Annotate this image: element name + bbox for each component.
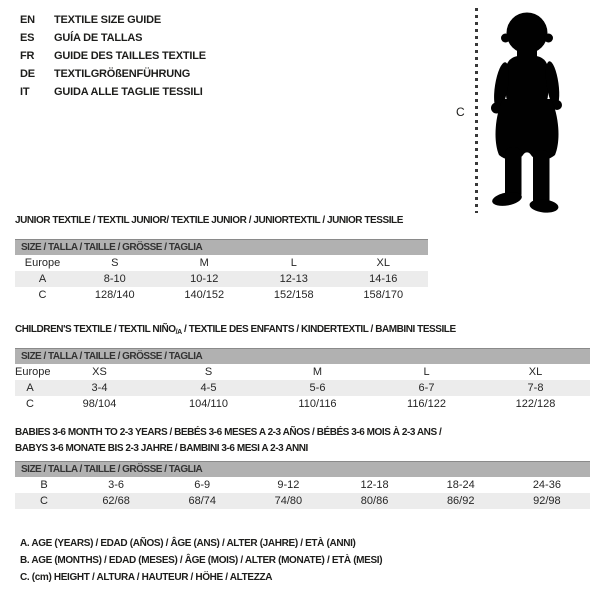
- table-row: [15, 364, 590, 380]
- language-code: ES: [20, 32, 35, 44]
- footnote-b: B. AGE (MONTHS) / EDAD (MESES) / ÂGE (MOIS) / ALTER (MONATE) / ETÀ (MESI): [20, 555, 383, 566]
- junior-table-title: JUNIOR TEXTILE / TEXTIL JUNIOR/ TEXTILE JUNIOR / JUNIORTEXTIL / JUNIOR TESSILE: [15, 215, 403, 226]
- babies-size-table: [15, 461, 590, 509]
- table-cell: 3-4: [91, 382, 108, 394]
- language-row-it: [20, 83, 206, 101]
- table-row: [15, 271, 428, 287]
- language-row-en: [20, 11, 206, 29]
- table-cell: 4-5: [200, 382, 217, 394]
- table-cell: XL: [376, 257, 390, 269]
- table-cell: 14-16: [369, 273, 398, 285]
- table-cell: S: [204, 366, 213, 378]
- language-code: EN: [20, 14, 35, 26]
- table-cell: 8-10: [103, 273, 126, 285]
- row-label: Europe: [15, 366, 51, 378]
- table-row: [15, 396, 590, 412]
- junior-size-table: [15, 239, 428, 303]
- row-label: C: [40, 495, 48, 507]
- footnote-c: C. (cm) HEIGHT / ALTURA / HAUTEUR / HÖHE / ALTEZZA: [20, 572, 273, 583]
- table-cell: 74/80: [274, 495, 303, 507]
- size-header-bar: SIZE / TALLA / TAILLE / GRÖSSE / TAGLIA: [15, 349, 590, 365]
- language-row-fr: [20, 47, 206, 65]
- table-cell: S: [111, 257, 119, 269]
- baby-figure: [450, 5, 590, 220]
- title-subscript: /A: [175, 329, 182, 336]
- language-title: TEXTILGRÖßENFÜHRUNG: [54, 68, 191, 80]
- language-row-de: [20, 65, 206, 83]
- table-cell: XL: [528, 366, 543, 378]
- table-cell: M: [312, 366, 323, 378]
- table-cell: 10-12: [190, 273, 219, 285]
- row-label: B: [40, 479, 48, 491]
- language-title: GUÍA DE TALLAS: [54, 32, 143, 44]
- language-title: TEXTILE SIZE GUIDE: [54, 14, 162, 26]
- table-cell: 158/170: [363, 289, 404, 301]
- title-line: BABIES 3-6 MONTH TO 2-3 YEARS / BEBÉS 3-6 MESES A 2-3 AÑOS / BÉBÉS 3-6 MOIS À 2-3 ANS /: [15, 427, 442, 438]
- table-cell: L: [290, 257, 297, 269]
- language-list: [20, 11, 206, 101]
- row-label: Europe: [24, 257, 61, 269]
- table-cell: 7-8: [527, 382, 544, 394]
- junior-section: [15, 213, 428, 303]
- table-row: [15, 380, 590, 396]
- table-cell: 12-13: [279, 273, 308, 285]
- table-row: [15, 477, 590, 493]
- table-cell: 80/86: [360, 495, 389, 507]
- babies-section: [15, 425, 590, 509]
- table-cell: 128/140: [94, 289, 135, 301]
- baby-silhouette-icon: [484, 9, 570, 214]
- row-label: C: [26, 398, 34, 410]
- children-table-title: [15, 322, 590, 341]
- table-cell: 152/158: [273, 289, 314, 301]
- table-cell: 62/68: [102, 495, 130, 507]
- babies-table-title: [15, 425, 590, 457]
- table-cell: 86/92: [446, 495, 475, 507]
- table-cell: 6-9: [194, 479, 211, 491]
- row-label: A: [26, 382, 34, 394]
- table-cell: 140/152: [184, 289, 225, 301]
- height-dotted-line: [475, 8, 478, 213]
- row-label: C: [38, 289, 47, 301]
- table-cell: 116/122: [407, 398, 446, 410]
- table-cell: 24-36: [532, 479, 561, 491]
- footnotes: [20, 535, 382, 586]
- children-size-table: [15, 348, 590, 412]
- table-cell: 12-18: [360, 479, 389, 491]
- table-cell: M: [199, 257, 209, 269]
- table-cell: 18-24: [446, 479, 475, 491]
- table-cell: XS: [92, 366, 107, 378]
- language-title: GUIDE DES TAILLES TEXTILE: [54, 50, 206, 62]
- language-row-es: [20, 29, 206, 47]
- table-cell: 5-6: [309, 382, 326, 394]
- table-cell: 68/74: [188, 495, 216, 507]
- table-cell: 92/98: [533, 495, 561, 507]
- language-code: DE: [20, 68, 35, 80]
- title-text: / TEXTILE DES ENFANTS / KINDERTEXTIL / BAMBINI TESSILE: [181, 324, 456, 335]
- footnote-a: A. AGE (YEARS) / EDAD (AÑOS) / ÂGE (ANS) / ALTER (JAHRE) / ETÀ (ANNI): [20, 538, 356, 549]
- table-cell: 98/104: [82, 398, 117, 410]
- language-title: GUIDA ALLE TAGLIE TESSILI: [54, 86, 203, 98]
- table-row: [15, 287, 428, 303]
- table-cell: 104/110: [189, 398, 228, 410]
- title-text: CHILDREN'S TEXTILE / TEXTIL NIÑO: [15, 324, 176, 335]
- row-label: A: [38, 273, 47, 285]
- figure-height-label: C: [456, 105, 465, 119]
- children-section: [15, 322, 590, 412]
- table-row: [15, 255, 428, 271]
- title-line: BABYS 3-6 MONATE BIS 2-3 JAHRE / BAMBINI 3-6 MESI A 2-3 ANNI: [15, 443, 308, 454]
- language-code: FR: [20, 50, 35, 62]
- size-header-bar: SIZE / TALLA / TAILLE / GRÖSSE / TAGLIA: [15, 462, 590, 478]
- table-cell: 9-12: [277, 479, 300, 491]
- table-row: [15, 493, 590, 509]
- size-header-bar: SIZE / TALLA / TAILLE / GRÖSSE / TAGLIA: [15, 240, 428, 256]
- table-cell: 110/116: [298, 398, 337, 410]
- language-code: IT: [20, 86, 30, 98]
- table-cell: 6-7: [418, 382, 435, 394]
- table-cell: 3-6: [108, 479, 125, 491]
- table-cell: 122/128: [515, 398, 556, 410]
- table-cell: L: [423, 366, 430, 378]
